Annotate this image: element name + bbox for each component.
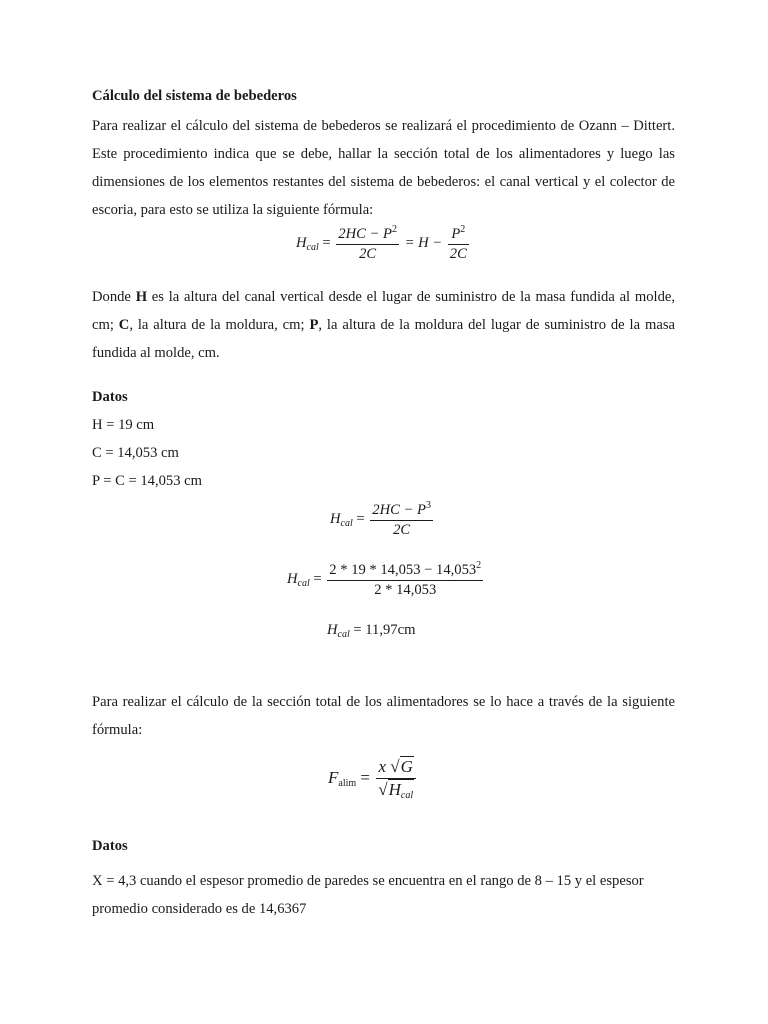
formula-hcal-repeat: $H_{cal}$ = $\frac{2HC - P^3}{2C}$ <box>330 500 431 538</box>
alimentadores-paragraph: Para realizar el cálculo de la sección total de los alimentadores se lo hace a través de la siguiente fórmula: <box>92 694 675 738</box>
definitions-paragraph: Donde H es la altura del canal vertical desde el lugar de suministro de la masa fundida al molde, cm; C, la altura de la moldura, cm; P, la altura de la moldura del lugar de suministro de la masa fundida al molde, cm. <box>92 289 675 361</box>
dato-p: P = C = 14,053 cm <box>92 473 202 489</box>
datos-heading-2: Datos <box>92 838 128 854</box>
section-title: Cálculo del sistema de bebederos <box>92 88 297 104</box>
dato-h: H = 19 cm <box>92 417 155 433</box>
intro-paragraph: Para realizar el cálculo del sistema de bebederos se realizará el procedimiento de Ozann – Dittert. Este procedimiento indica que se debe, hallar la sección total de los alimentadores y luego las dimensiones de los elementos restantes del sistema de bebederos: el canal vertical y el colector de escoria, para esto se utiliza la siguiente fórmula: <box>92 118 675 218</box>
dato-c: C = 14,053 cm <box>92 445 179 461</box>
dato-x: X = 4,3 cuando el espesor promedio de paredes se encuentra en el rango de 8 – 15 y el espesor promedio considerado es de 14,6367 <box>92 873 644 917</box>
formula-hcal-substituted: $H_{cal}$ = $\frac{2 * 19 * 14,053 - 14,053^2}{2 * 14,053}$ <box>287 560 482 598</box>
formula-hcal-result: $H_{cal} = 11,97cm$ <box>327 622 416 640</box>
formula-falim: $F_{alim}$ = $\frac{x √G}{√H_{cal}}$ <box>328 757 418 801</box>
datos-heading-1: Datos <box>92 389 128 405</box>
formula-hcal-general: $H_{cal}$ = $\frac{2HC - P^2}{2C}$ = H − $\frac{P^2}{2C}$ <box>296 224 467 262</box>
